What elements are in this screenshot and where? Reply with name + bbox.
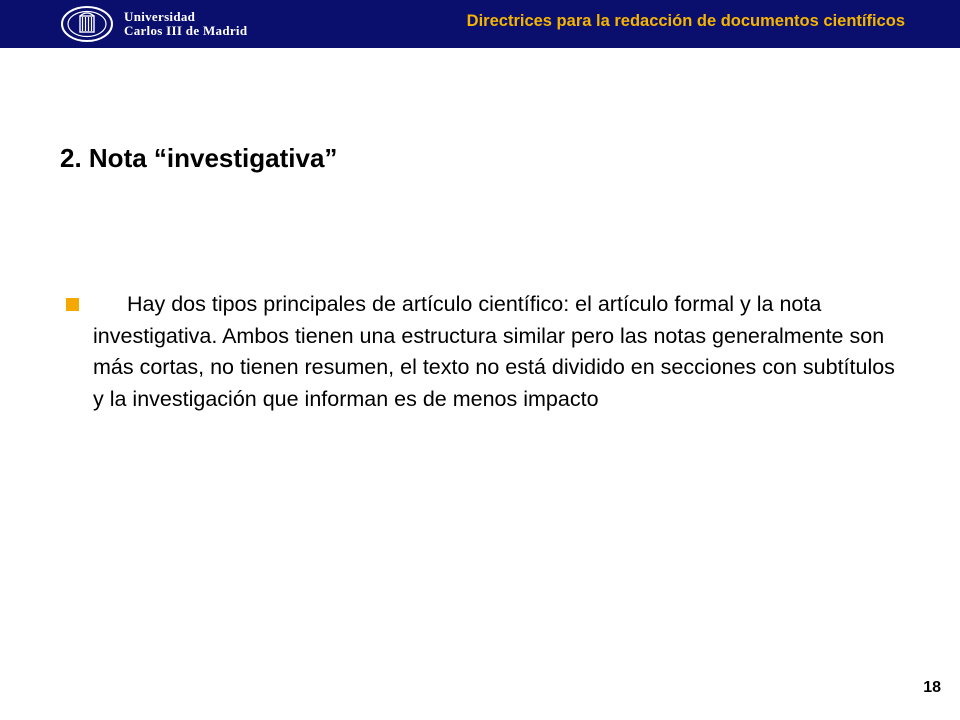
square-bullet-icon [66,298,79,311]
page-number: 18 [923,679,941,696]
university-seal-icon [60,5,114,43]
university-name-line2: Carlos III de Madrid [124,23,248,38]
university-name-line1: Universidad [124,9,196,24]
slide-title: 2. Nota “investigativa” [60,143,338,173]
university-name [124,10,247,38]
header-title: Directrices para la redacción de documentos científicos [466,12,905,30]
header-bar [0,0,960,48]
university-logo [60,4,247,44]
bullet-text: Hay dos tipos principales de artículo científico: el artículo formal y la nota investigativa. Ambos tienen una estructura similar pero las notas generalmente son más cortas, no tienen resumen, el texto no está dividido en secciones con subtítulos y la investigación que informan es de menos impacto [93,292,895,411]
